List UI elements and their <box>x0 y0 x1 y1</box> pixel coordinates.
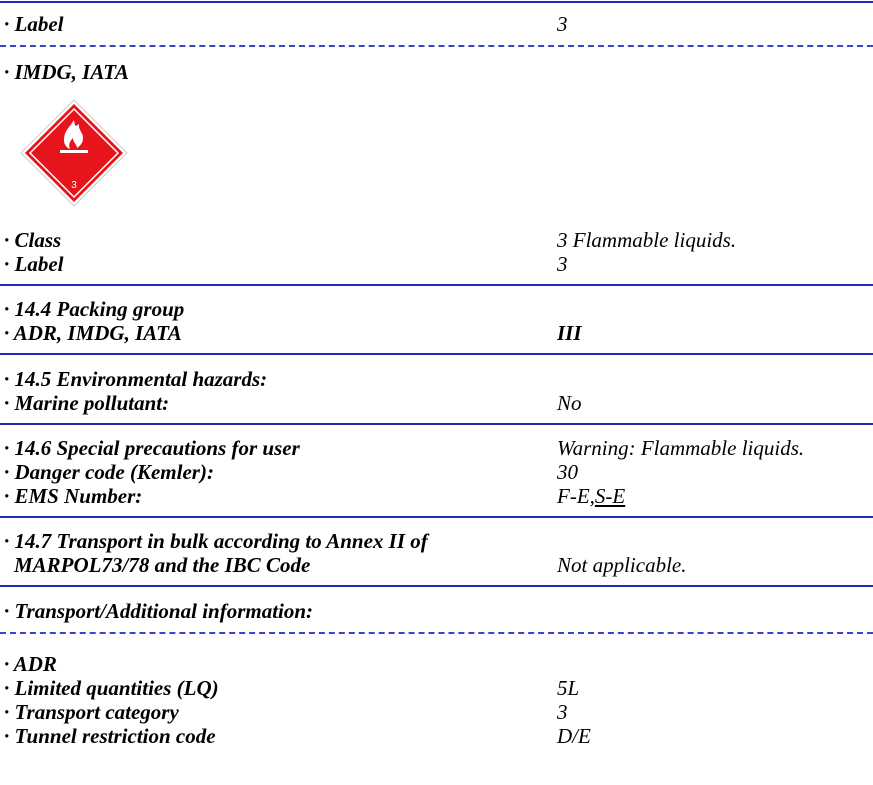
bulk-row <box>0 553 873 577</box>
limited-quantities-label: · Limited quantities (LQ) <box>4 676 219 700</box>
ems-row <box>0 484 873 508</box>
special-precautions-heading: · 14.6 Special precautions for user <box>4 436 300 460</box>
section-divider <box>0 353 873 355</box>
ems-value-fire: F-E, <box>557 484 595 508</box>
packing-group-value: III <box>557 321 582 345</box>
class-row <box>0 228 873 252</box>
section-divider <box>0 516 873 518</box>
ems-label: · EMS Number: <box>4 484 143 508</box>
special-precautions-value: Warning: Flammable liquids. <box>557 436 805 460</box>
imdg-label-value: 3 <box>557 252 568 276</box>
additional-info-heading-row <box>0 599 873 623</box>
label-label: · Label <box>4 12 64 36</box>
bulk-heading-line1: · 14.7 Transport in bulk according to Annex II of <box>4 529 428 553</box>
imdg-iata-heading: · IMDG, IATA <box>4 60 129 84</box>
imdg-label-label: · Label <box>4 252 64 276</box>
transport-category-value: 3 <box>557 700 568 724</box>
kemler-value: 30 <box>557 460 578 484</box>
kemler-label: · Danger code (Kemler): <box>4 460 214 484</box>
ems-value-spill: S-E <box>594 484 626 508</box>
bulk-heading-line2: MARPOL73/78 and the IBC Code <box>14 553 311 577</box>
marine-pollutant-label: · Marine pollutant: <box>4 391 170 415</box>
section-divider <box>0 284 873 286</box>
bulk-heading-row <box>0 529 873 553</box>
label-value: 3 <box>557 12 568 36</box>
limited-quantities-row <box>0 676 873 700</box>
flammable-liquid-diamond-icon <box>19 98 129 208</box>
class-label: · Class <box>4 228 62 252</box>
environmental-heading-row <box>0 367 873 391</box>
adr-heading-row <box>0 652 873 676</box>
section-divider <box>0 585 873 587</box>
tunnel-code-row <box>0 724 873 748</box>
dashed-divider <box>0 632 873 634</box>
adr-heading: · ADR <box>4 652 57 676</box>
transport-category-label: · Transport category <box>4 700 179 724</box>
environmental-heading: · 14.5 Environmental hazards: <box>4 367 268 391</box>
imdg-label-row <box>0 252 873 276</box>
label-row <box>0 12 873 36</box>
marine-pollutant-value: No <box>557 391 582 415</box>
additional-info-heading: · Transport/Additional information: <box>4 599 314 623</box>
pictogram-class-number: 3 <box>71 180 77 191</box>
bulk-value: Not applicable. <box>557 553 687 577</box>
ems-value <box>557 484 625 508</box>
section-divider <box>0 1 873 3</box>
packing-group-row <box>0 321 873 345</box>
dashed-divider <box>0 45 873 47</box>
section-divider <box>0 423 873 425</box>
class-value: 3 Flammable liquids. <box>557 228 737 252</box>
transport-category-row <box>0 700 873 724</box>
packing-group-heading: · 14.4 Packing group <box>4 297 185 321</box>
packing-group-label: · ADR, IMDG, IATA <box>4 321 182 345</box>
imdg-iata-heading-row <box>0 60 873 84</box>
special-precautions-row <box>0 436 873 460</box>
kemler-row <box>0 460 873 484</box>
limited-quantities-value: 5L <box>557 676 580 700</box>
tunnel-code-value: D/E <box>557 724 591 748</box>
packing-group-heading-row <box>0 297 873 321</box>
marine-pollutant-row <box>0 391 873 415</box>
tunnel-code-label: · Tunnel restriction code <box>4 724 216 748</box>
